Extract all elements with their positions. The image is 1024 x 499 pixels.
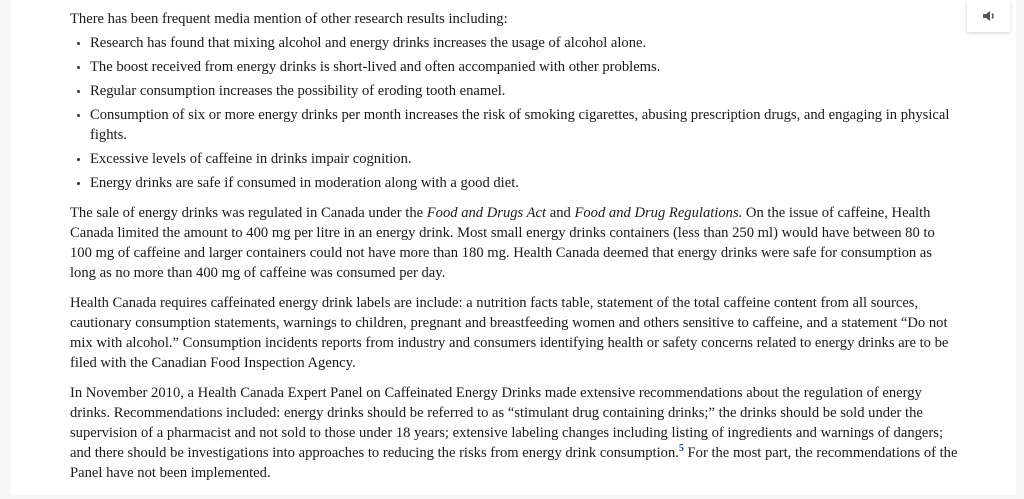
- paragraph-text: In November 2010, a Health Canada Expert Panel on Caffeinated Energy Drinks made extensive recommendations about the regulation of energy drinks. Recommendations included: energy drinks should be referred to as “stimulant drug containing drinks;” the drinks should be sold under the supervision of a pharmacist and not sold to those under 18 years; extensive labeling changes including listing of ingredients and warnings of dangers; and there should be investigations into approaches to reducing the risks from energy drink consumption.: [70, 385, 943, 461]
- list-item: Regular consumption increases the possibility of eroding tooth enamel.: [90, 81, 960, 101]
- list-item: The boost received from energy drinks is short-lived and often accompanied with other problems.: [90, 57, 960, 77]
- list-item: Consumption of six or more energy drinks per month increases the risk of smoking cigarettes, abusing prescription drugs, and engaging in physical fights.: [90, 105, 960, 145]
- article-content: [70, 9, 960, 493]
- act-title: Food and Drugs Act: [426, 205, 547, 221]
- read-aloud-button[interactable]: [967, 0, 1010, 32]
- paragraph-regulation: [70, 203, 960, 283]
- paragraph-expert-panel: [70, 383, 960, 483]
- regulations-title: Food and Drug Regulations.: [574, 205, 743, 221]
- footnote-link[interactable]: 5: [678, 443, 684, 454]
- list-intro: There has been frequent media mention of other research results including:: [70, 11, 508, 27]
- paragraph-text: and: [546, 205, 575, 221]
- research-results-list: [70, 33, 960, 193]
- paragraph-text: For the most part, the recommendations of the Panel have not been implemented.: [70, 445, 958, 481]
- list-item: Excessive levels of caffeine in drinks impair cognition.: [90, 149, 960, 169]
- paragraph-text: On the issue of caffeine, Health Canada limited the amount to 400 mg per litre in an energy drink. Most small energy drinks containers (less than 250 ml) would have between 80 to 100 mg of caffeine and larger containers could not have more than 180 mg. Health Canada deemed that energy drinks were safe for consumption as long as no more than 400 mg of caffeine was consumed per day.: [70, 205, 935, 281]
- paragraph-labeling: Health Canada requires caffeinated energy drink labels are include: a nutrition facts table, statement of the total caffeine content from all sources, cautionary consumption statements, warnings to children, pregnant and breastfeeding women and others sensitive to caffeine, and a statement “Do not mix with alcohol.” Consumption incidents reports from industry and consumers identifying health or safety concerns related to energy drinks are to be filed with the Canadian Food Inspection Agency.: [70, 295, 949, 371]
- list-item: Energy drinks are safe if consumed in moderation along with a good diet.: [90, 173, 960, 193]
- speaker-icon: [982, 10, 996, 22]
- document-page: [11, 0, 1016, 495]
- paragraph-text: The sale of energy drinks was regulated in Canada under the: [70, 205, 427, 221]
- list-item: Research has found that mixing alcohol and energy drinks increases the usage of alcohol alone.: [90, 33, 960, 53]
